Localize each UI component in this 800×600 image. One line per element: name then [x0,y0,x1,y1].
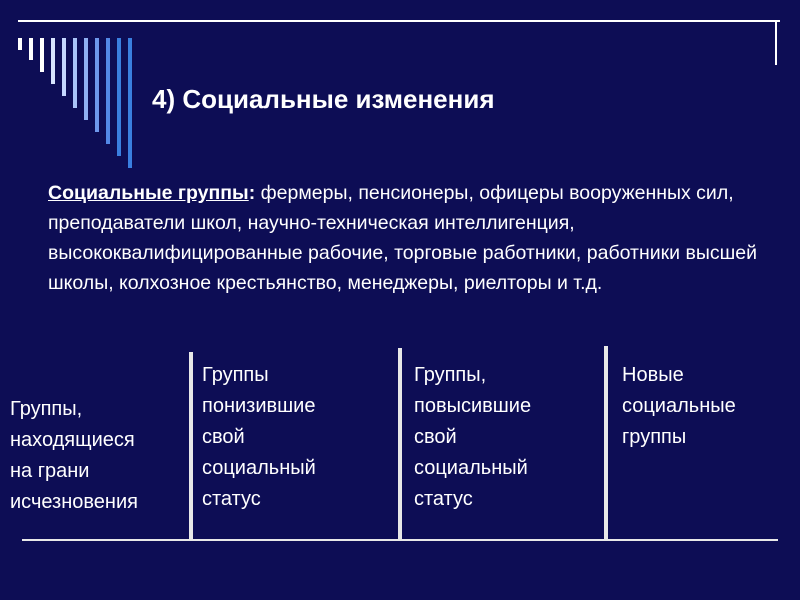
social-groups-paragraph [48,178,778,298]
column-line: социальный [414,457,528,479]
column-line: статус [202,488,261,510]
column-line: исчезновения [10,491,138,513]
column-line: Группы, [10,398,83,420]
column-line: повысившие [414,395,532,417]
paragraph-lead: Социальные группы [48,182,249,204]
paragraph-text: фермеры, пенсионеры, офицеры вооруженных сил, преподаватели школ, научно-техническая интеллигенция, высококвалифицированные рабочие, торговые работники, работники высшей школы, колхозное крестьянство, менеджеры, риелторы и т.д. [48,182,757,294]
column-new-groups [622,360,736,453]
column-line: социальные [622,395,736,417]
column-line: группы [622,426,687,448]
decor-bar [62,38,66,96]
decor-bar [40,38,44,72]
column-disappearing-groups [10,394,138,518]
column-line: Группы, [414,364,487,386]
column-line: статус [414,488,473,510]
decor-bar [51,38,55,84]
decor-bar [117,38,121,156]
decor-bar [73,38,77,108]
decor-bar [84,38,88,120]
decor-bar [29,38,33,60]
bottom-rule [22,539,778,541]
column-line: находящиеся [10,429,135,451]
column-raised-status [414,360,531,515]
decor-bar [128,38,132,168]
column-line: на грани [10,460,90,482]
slide-title: 4) Социальные изменения [152,84,495,114]
column-line: Группы [202,364,269,386]
column-line: Новые [622,364,684,386]
paragraph-colon: : [248,182,256,204]
column-line: свой [202,426,245,448]
column-divider [398,348,402,540]
decor-bar [95,38,99,132]
decor-bar [106,38,110,144]
column-divider [189,352,193,540]
column-line: понизившие [202,395,316,417]
column-line: свой [414,426,457,448]
column-lowered-status [202,360,316,515]
column-divider [604,346,608,540]
decor-bar [18,38,22,50]
column-line: социальный [202,457,316,479]
